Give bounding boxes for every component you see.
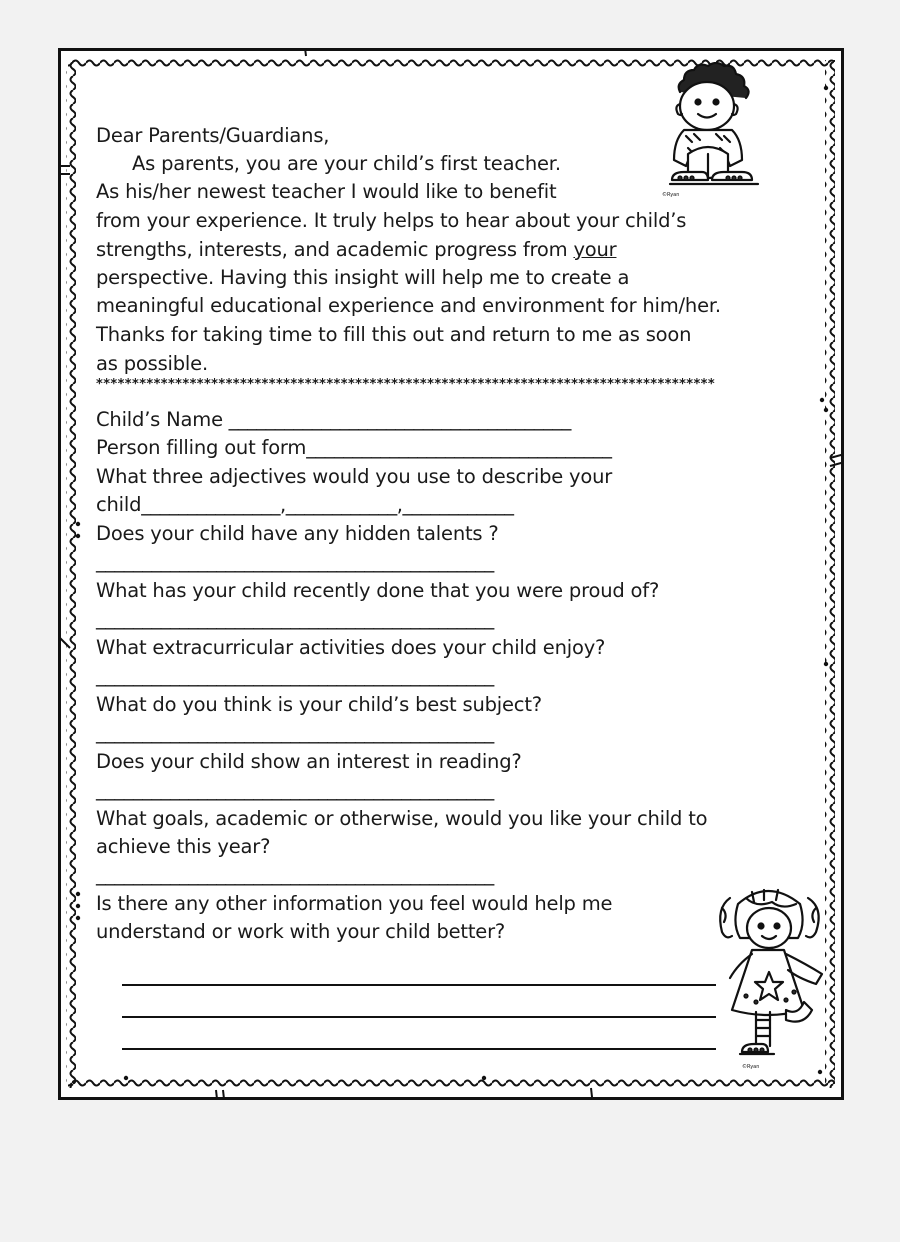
letter-line-2: As his/her newest teacher I would like to benefit [96, 180, 557, 203]
underlined-your: your [573, 238, 617, 261]
child-name-blank[interactable]: _____________________________________ [222, 408, 571, 431]
letter-line-3: from your experience. It truly helps to hear about your child’s [96, 209, 687, 232]
question-other-line-1: Is there any other information you feel would help me [96, 892, 613, 915]
girl-credit: ©Ryan [742, 1064, 760, 1070]
answer-line-goals[interactable]: ___________________________________________ [96, 863, 494, 886]
letter-line-6: meaningful educational experience and environment for him/her. [96, 294, 721, 317]
adjectives-row [96, 491, 513, 520]
boy-credit: ©Ryan [662, 192, 680, 198]
letter-line-7: Thanks for taking time to fill this out and return to me as soon [96, 323, 692, 346]
answer-line-reading[interactable]: ___________________________________________ [96, 778, 494, 801]
child-name-row [96, 406, 571, 435]
adjectives-question: What three adjectives would you use to describe your [96, 465, 613, 488]
question-goals-line-1: What goals, academic or otherwise, would you like your child to [96, 807, 708, 830]
answer-line-other-3[interactable] [122, 1048, 716, 1050]
adjectives-blanks[interactable]: _______________,____________,____________ [141, 493, 514, 516]
person-blank[interactable]: _________________________________ [306, 436, 612, 459]
answer-line-extracurricular[interactable]: ___________________________________________ [96, 664, 494, 687]
person-row [96, 434, 611, 463]
adjectives-child-label: child [96, 493, 142, 516]
answer-line-proud[interactable]: ___________________________________________ [96, 607, 494, 630]
question-best-subject: What do you think is your child’s best subject? [96, 693, 542, 716]
letter-line-4-text: strengths, interests, and academic progress from [96, 238, 574, 261]
letter-line-8: as possible. [96, 352, 208, 375]
letter-line-5: perspective. Having this insight will help me to create a [96, 266, 630, 289]
answer-line-other-1[interactable] [122, 984, 716, 986]
child-name-label: Child’s Name [96, 408, 223, 431]
answer-line-talents[interactable]: ___________________________________________ [96, 550, 494, 573]
question-extracurricular: What extracurricular activities does your child enjoy? [96, 636, 606, 659]
boy-reading-clipart [658, 62, 768, 200]
person-label: Person filling out form [96, 436, 307, 459]
letter-line-1: As parents, you are your child’s first teacher. [132, 152, 561, 175]
answer-line-other-2[interactable] [122, 1016, 716, 1018]
question-proud: What has your child recently done that you were proud of? [96, 579, 660, 602]
answer-line-best-subject[interactable]: ___________________________________________ [96, 721, 494, 744]
question-goals-line-2: achieve this year? [96, 835, 271, 858]
letter-line-4 [96, 236, 616, 265]
question-talents: Does your child have any hidden talents ? [96, 522, 499, 545]
girl-star-clipart [712, 884, 836, 1072]
question-other-line-2: understand or work with your child better? [96, 920, 506, 943]
question-reading: Does your child show an interest in reading? [96, 750, 522, 773]
asterisk-separator: ************************************************************************************** [96, 377, 716, 392]
letter-greeting: Dear Parents/Guardians, [96, 124, 330, 147]
